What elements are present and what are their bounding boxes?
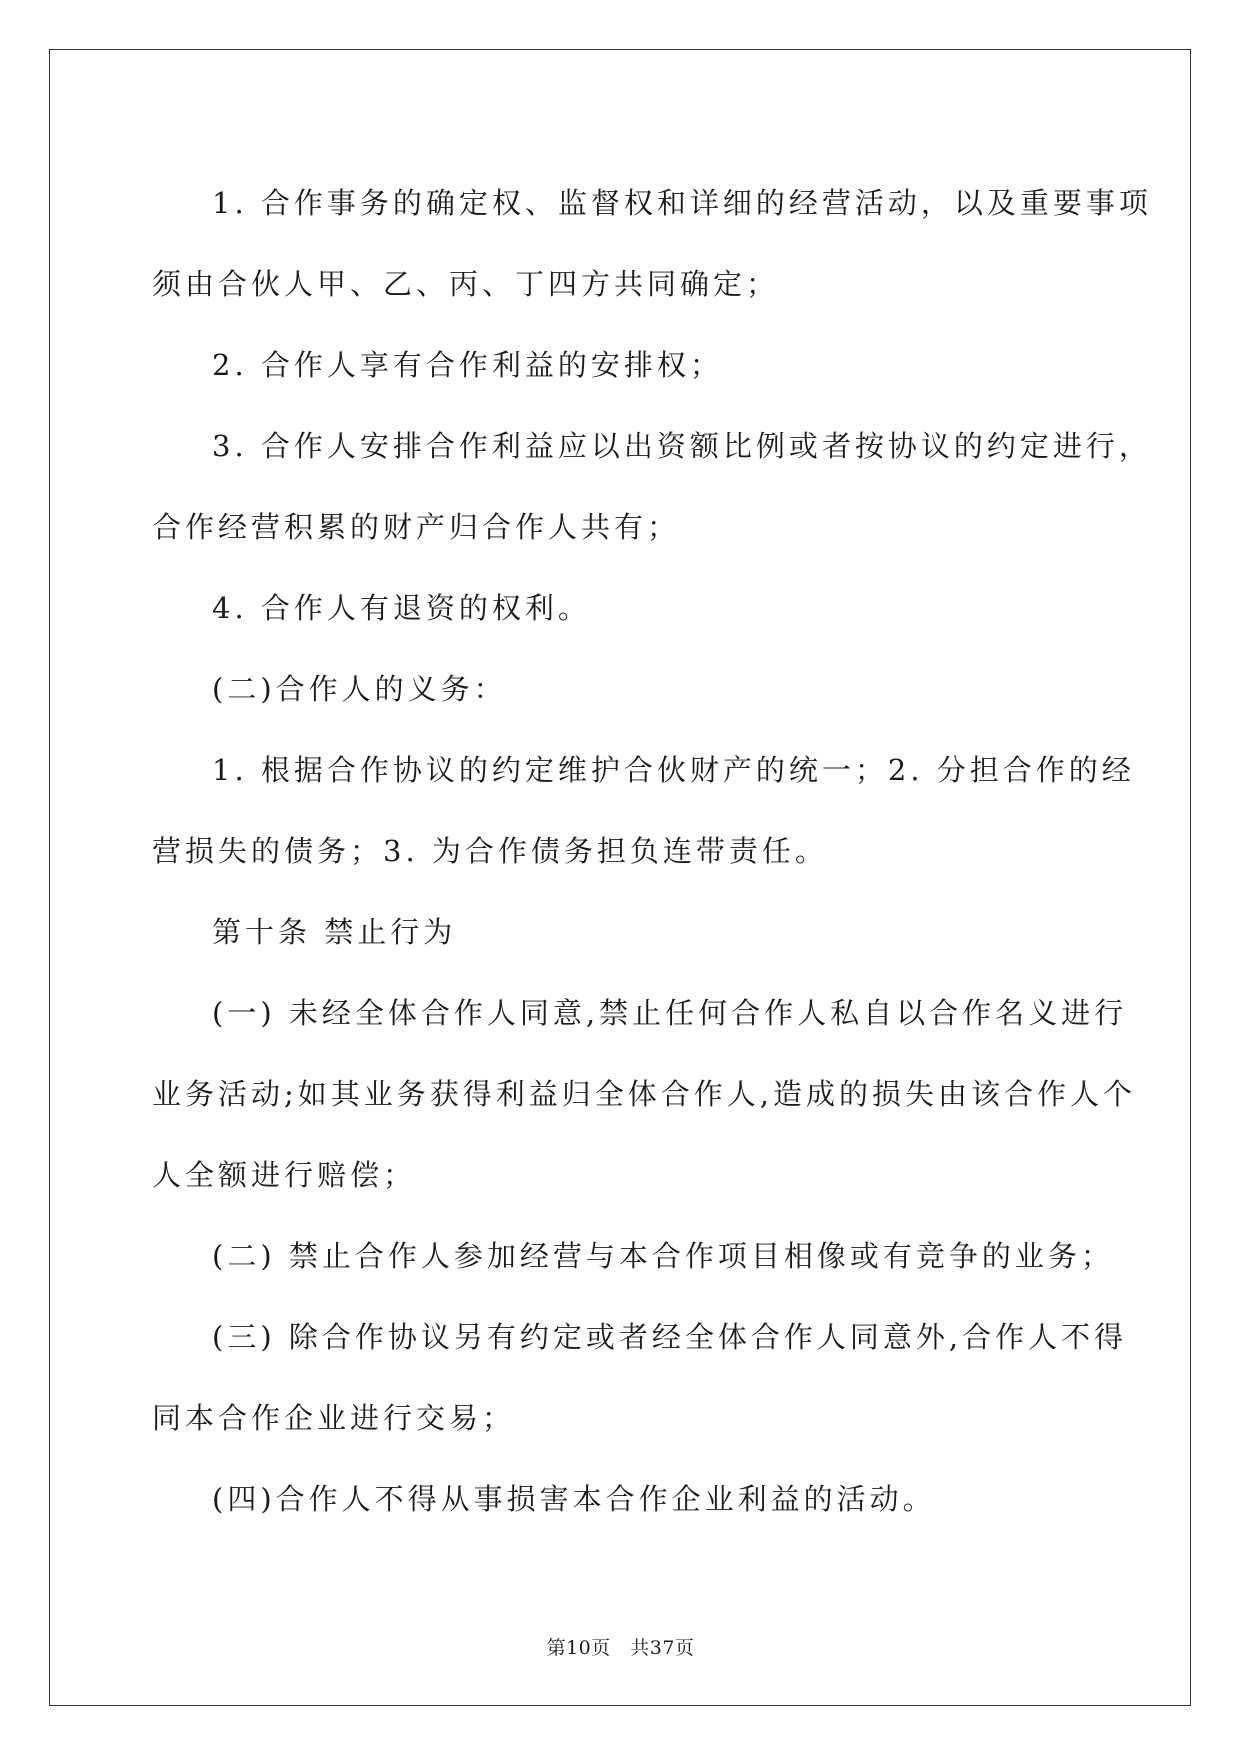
article-heading: [152, 892, 1092, 973]
text-line: 营损失的债务；3. 为合作债务担负连带责任。: [152, 834, 828, 868]
paragraph-prohibition-4: [152, 1459, 1092, 1540]
text-line: 须由合伙人甲、乙、丙、丁四方共同确定；: [152, 267, 780, 301]
paragraph-prohibition-2: [152, 1216, 1114, 1297]
text-line: 3. 合作人安排合作利益应以出资额比例或者按协议的约定进行，: [212, 429, 1152, 463]
text-line: 第十条 禁止行为: [212, 915, 457, 949]
section-heading-obligations: [152, 649, 1092, 730]
text-line: 4. 合作人有退资的权利。: [212, 591, 591, 625]
text-line: (二)合作人的义务：: [212, 672, 507, 706]
text-line: 合作经营积累的财产归合作人共有；: [152, 510, 681, 544]
text-line: (三) 除合作协议另有约定或者经全体合作人同意外,合作人不得: [212, 1320, 1128, 1354]
text-line: 业务活动;如其业务获得利益归全体合作人,造成的损失由该合作人个: [152, 1077, 1136, 1111]
text-line: 2. 合作人享有合作利益的安排权；: [212, 348, 723, 382]
text-line: 人全额进行赔偿；: [152, 1158, 417, 1192]
paragraph-rights-4: [152, 568, 1092, 649]
paragraph-prohibition-3: [152, 1297, 1128, 1459]
text-line: 1. 合作事务的确定权、监督权和详细的经营活动，以及重要事项: [212, 186, 1152, 220]
paragraph-rights-3: [152, 406, 1152, 568]
text-line: 同本合作企业进行交易；: [152, 1401, 516, 1435]
text-line: (二) 禁止合作人参加经营与本合作项目相像或有竞争的业务；: [212, 1239, 1114, 1273]
page-number-footer: 第10页 共37页: [546, 1637, 695, 1659]
paragraph-obligations: [152, 730, 1135, 892]
text-line: (一) 未经全体合作人同意,禁止任何合作人私自以合作名义进行: [212, 996, 1128, 1030]
paragraph-rights-2: [152, 325, 1092, 406]
text-line: 1. 根据合作协议的约定维护合伙财产的统一；2. 分担合作的经: [212, 753, 1135, 787]
paragraph-prohibition-1: [152, 973, 1136, 1216]
document-body: [152, 163, 1152, 1540]
paragraph-rights-1: [152, 163, 1152, 325]
text-line: (四)合作人不得从事损害本合作企业利益的活动。: [212, 1482, 936, 1516]
